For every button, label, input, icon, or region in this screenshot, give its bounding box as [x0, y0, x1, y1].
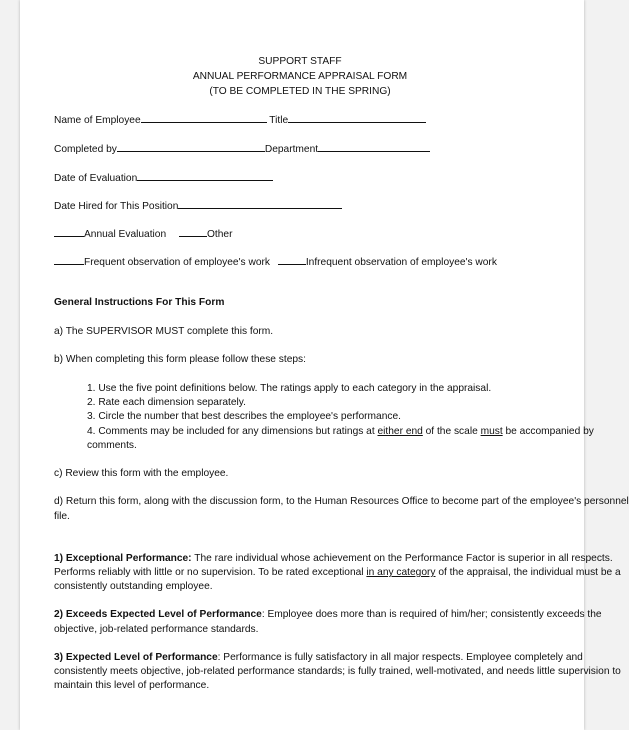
other-label: Other — [206, 229, 233, 240]
instruction-b: b) When completing this form please follow these steps: — [54, 354, 306, 365]
form-header-line3: (TO BE COMPLETED IN THE SPRING) — [209, 86, 391, 97]
form-header-line2: ANNUAL PERFORMANCE APPRAISAL FORM — [192, 71, 408, 82]
step-1: 1. Use the five point definitions below. The ratings apply to each category in the appraisal. — [87, 383, 492, 394]
title-blank[interactable] — [288, 112, 426, 123]
rating-1-line2: Performs reliably with little or no supervision. To be rated exceptional in any category of the appraisal, the individual must be a — [54, 567, 621, 578]
rating-1-line3: consistently outstanding employee. — [54, 581, 213, 592]
annual-label: Annual Evaluation — [84, 229, 167, 240]
infrequent-label: Infrequent observation of employee's work — [305, 257, 497, 268]
observation-row — [54, 254, 497, 269]
rating-3-line2: consistently meets objective, job-related performance standards; is fully trained, well-motivated, and needs little supervision to — [54, 666, 621, 677]
instruction-d-continued: file. — [54, 511, 70, 522]
date-eval-blank[interactable] — [137, 170, 273, 181]
date-eval-label: Date of Evaluation — [54, 173, 138, 184]
rating-3: 3) Expected Level of Performance: Performance is fully satisfactory in all major respects. Employee completely and — [54, 652, 583, 663]
rating-2: 2) Exceeds Expected Level of Performance: Employee does more than is required of him/her; consistently exceeds the — [54, 609, 602, 620]
instruction-c: c) Review this form with the employee. — [54, 468, 229, 479]
infrequent-blank[interactable] — [278, 254, 306, 265]
department-label: Department — [264, 144, 319, 155]
rating-2-line2: objective, job-related performance standards. — [54, 624, 259, 635]
name-row — [54, 112, 426, 127]
completed-by-row — [54, 141, 430, 156]
date-hired-label: Date Hired for This Position — [54, 201, 179, 212]
rating-1: 1) Exceptional Performance: The rare individual whose achievement on the Performance Factor is superior in all respects. — [54, 553, 613, 564]
other-blank[interactable] — [179, 226, 207, 237]
completed-by-label: Completed by — [54, 144, 117, 155]
name-blank[interactable] — [141, 112, 267, 123]
completed-by-blank[interactable] — [117, 141, 265, 152]
frequent-label: Frequent observation of employee's work — [84, 257, 270, 268]
rating-3-line3: maintain this level of performance. — [54, 680, 210, 691]
step-4-continued: comments. — [87, 440, 137, 451]
name-label: Name of Employee — [54, 115, 141, 126]
step-3: 3. Circle the number that best describes the employee's performance. — [87, 411, 401, 422]
instructions-heading: General Instructions For This Form — [54, 297, 225, 308]
date-hired-blank[interactable] — [178, 198, 342, 209]
instruction-a: a) The SUPERVISOR MUST complete this form. — [54, 326, 274, 337]
form-header-line1: SUPPORT STAFF — [258, 56, 342, 67]
evaluation-type-row — [54, 226, 232, 241]
annual-blank[interactable] — [54, 226, 84, 237]
step-2: 2. Rate each dimension separately. — [87, 397, 246, 408]
title-label: Title — [269, 115, 289, 126]
instruction-d: d) Return this form, along with the discussion form, to the Human Resources Office to become part of the employee's personnel — [54, 496, 629, 507]
frequent-blank[interactable] — [54, 254, 84, 265]
step-4: 4. Comments may be included for any dimensions but ratings at either end of the scale must be accompanied by — [87, 426, 594, 437]
date-eval-row — [54, 170, 273, 185]
date-hired-row — [54, 198, 342, 213]
department-blank[interactable] — [318, 141, 430, 152]
